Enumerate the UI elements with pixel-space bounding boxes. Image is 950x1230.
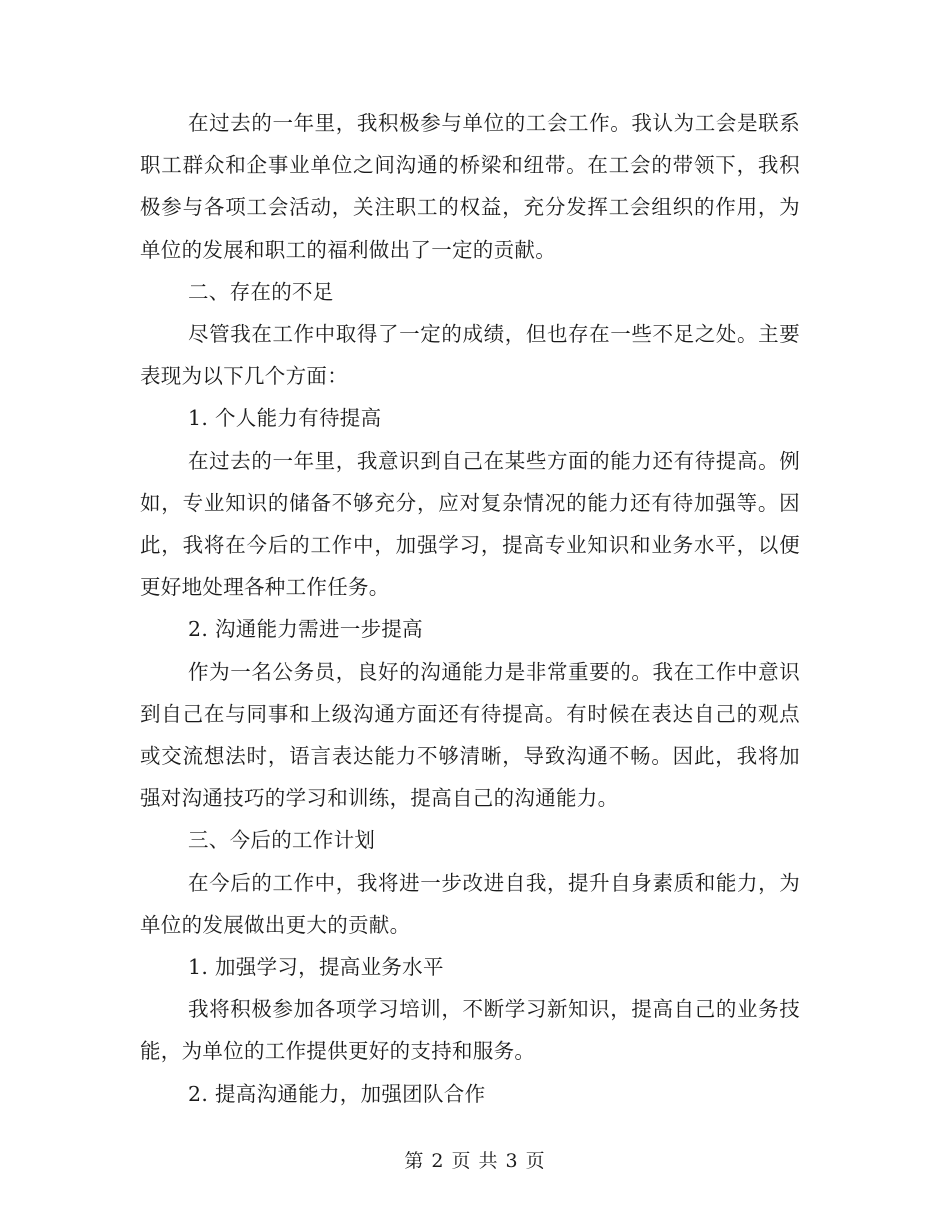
subheading-personal-ability: 1. 个人能力有待提高 [188, 406, 382, 431]
subheading-communication: 2. 沟通能力需进一步提高 [188, 617, 423, 642]
paragraph-communication: 作为一名公务员，良好的沟通能力是非常重要的。我在工作中意识到自己在与同事和上级沟通方面还有待提高。有时候在表达自己的观点或交流想法时，语言表达能力不够清晰，导致沟通不畅。因此，我将加强对沟通技巧的学习和训练，提高自己的沟通能力。 [140, 659, 800, 811]
heading-shortcomings: 二、存在的不足 [188, 279, 334, 304]
paragraph-shortcomings-intro: 尽管我在工作中取得了一定的成绩，但也存在一些不足之处。主要表现为以下几个方面： [140, 322, 800, 389]
paragraph-strengthen-learning: 我将积极参加各项学习培训，不断学习新知识，提高自己的业务技能，为单位的工作提供更好的支持和服务。 [140, 997, 800, 1064]
subheading-strengthen-learning: 1. 加强学习，提高业务水平 [188, 955, 444, 980]
subheading-teamwork: 2. 提高沟通能力，加强团队合作 [188, 1081, 486, 1106]
paragraph-union-work: 在过去的一年里，我积极参与单位的工会工作。我认为工会是联系职工群众和企事业单位之间沟通的桥梁和纽带。在工会的带领下，我积极参与各项工会活动，关注职工的权益，充分发挥工会组织的作用，为单位的发展和职工的福利做出了一定的贡献。 [140, 111, 800, 262]
paragraph-future-plan-intro: 在今后的工作中，我将进一步改进自我，提升自身素质和能力，为单位的发展做出更大的贡献。 [140, 870, 800, 937]
paragraph-personal-ability: 在过去的一年里，我意识到自己在某些方面的能力还有待提高。例如，专业知识的储备不够充分，应对复杂情况的能力还有待加强等。因此，我将在今后的工作中，加强学习，提高专业知识和业务水平，以便更好地处理各种工作任务。 [140, 448, 800, 600]
heading-future-plan: 三、今后的工作计划 [188, 828, 376, 853]
document-body [140, 102, 800, 1115]
page-footer: 第 2 页 共 3 页 [404, 1150, 546, 1172]
